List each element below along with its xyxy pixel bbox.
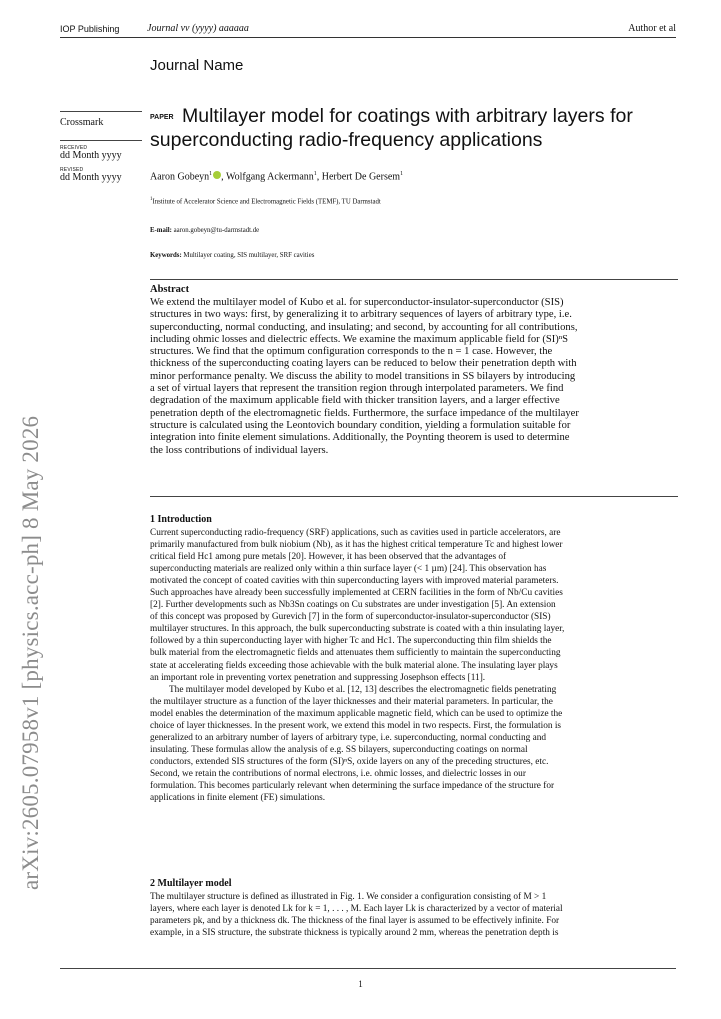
abstract-line: structure is calculated using the Leontovich boundary condition, yielding a formulation suitable for (150, 419, 571, 431)
paper-title (150, 104, 685, 152)
text-line: Second, we retain the contributions of normal electrons, i.e. ohmic losses, and dielectric losses in our (150, 768, 526, 779)
section-body (150, 891, 678, 939)
abstract-body (150, 297, 678, 457)
text-line: insulating. These formulas allow the analysis of e.g. SS bilayers, superconducting coatings on normal (150, 744, 528, 755)
abstract-line: a set of virtual layers that represent the transition region through interpolated parameters. We find (150, 383, 564, 395)
abstract-line: minor performance penalty. We discuss the ability to model transitions in SS bilayers by introducing (150, 370, 576, 382)
text-line: generalized to an arbitrary number of layers of arbitrary type, i.e. superconducting, normal conducting and (150, 732, 547, 743)
text-line: The multilayer structure is defined as illustrated in Fig. 1. We consider a configuration consisting of M > 1 (150, 892, 547, 902)
section-heading: 1 Introduction (150, 514, 212, 525)
text-line: example, in a SIS structure, the substrate thickness is typically around 2 mm, whereas the penetration depth is (150, 928, 559, 939)
affil-marker: 1 (313, 171, 317, 177)
text-line: choice of layer thicknesses. In the present work, we extend this model in two respects. First, the formulation is (150, 720, 562, 731)
orcid-icon[interactable] (213, 171, 221, 179)
title-line-2: superconducting radio-frequency applications (150, 129, 543, 151)
abstract-heading: Abstract (150, 284, 190, 295)
keywords-value: Multilayer coating, SIS multilayer, SRF cavities (183, 252, 315, 259)
revised-date: dd Month yyyy (60, 172, 122, 183)
margin-rule (60, 140, 142, 141)
crossmark-link[interactable]: Crossmark (60, 117, 104, 128)
email-address[interactable]: aaron.gobeyn@tu-darmstadt.de (173, 227, 260, 234)
abstract-rule-top (150, 279, 678, 280)
text-line: Such approaches have already been successfully implemented at CERN facilities in the form of Nb/Cu cavities (150, 588, 563, 599)
header-rule (60, 37, 676, 38)
abstract-line: thickness of the superconducting coating layers can be reduced to below their penetration depth with (150, 358, 577, 370)
abstract-line: degradation of the maximum applicable field with thicker transition layers, and a larger effective (150, 395, 560, 407)
section-heading: 2 Multilayer model (150, 878, 232, 889)
keywords-label: Keywords: (150, 252, 182, 259)
text-line: Current superconducting radio-frequency (SRF) applications, such as cavities used in particle accelerators, are (150, 528, 561, 538)
abstract-line: including ohmic losses and dielectric effects. We examine the maximum applicable field for (SI)ⁿS (150, 333, 569, 345)
affil-marker: 1 (400, 171, 404, 177)
email-line (150, 227, 259, 234)
text-line: state at accelerating fields exceeding those achievable with the bulk material alone. The insulating layer plays (150, 660, 558, 671)
keywords-line (150, 252, 314, 259)
text-line: formulation. This becomes particularly relevant when determining the surface impedance of the structure for (150, 780, 555, 791)
text-line: [2]. Further developments such as Nb3Sn coatings on Cu substrates are under investigation [5]. An extension (150, 600, 556, 611)
email-label: E-mail: (150, 227, 172, 234)
received-label: RECEIVED (60, 145, 88, 151)
text-line: primarily manufactured from bulk niobium (Nb), as it has the highest critical temperature Tc and highest lower (150, 540, 563, 551)
paper-type-tag: PAPER (150, 114, 174, 121)
abstract-line: penetration depth of the electromagnetic fields. Furthermore, the surface impedance of the multilayer (150, 407, 579, 419)
author-name: , Herbert De Gersem (316, 171, 401, 183)
margin-rule (60, 111, 142, 112)
affiliation-text: Institute of Accelerator Science and Electromagnetic Fields (TEMF), TU Darmstadt (152, 198, 381, 206)
publisher-name: IOP Publishing (60, 24, 120, 34)
author-name: , Wolfgang Ackermann (221, 171, 314, 183)
footer-rule (60, 968, 676, 969)
affiliation (150, 197, 381, 205)
abstract-line: superconducting, normal conducting, and insulating; and second, by accounting for all contributions, (150, 321, 578, 333)
text-line: multilayer structures. In this approach, the bulk superconducting substrate is coated with a thin insulating layer, (150, 624, 565, 635)
abstract-line: integration into finite element simulations. Additionally, the Poynting theorem is used to determine (150, 432, 570, 444)
affil-marker: 1 (209, 171, 213, 177)
text-line: followed by a thin superconducting layer with higher Tc and Hc1. The superconducting thin film shields the (150, 636, 552, 647)
revised-label: REVISED (60, 167, 84, 173)
text-line: applications in finite element (FE) simulations. (150, 793, 326, 804)
running-author: Author et al (628, 23, 676, 34)
text-line: of this concept was proposed by Gurevich [7] in the form of superconductor-insulator-superconductor (SIS) (150, 612, 551, 623)
section-body (150, 527, 678, 804)
text-line: parameters pk, and by a thickness dk. The thickness of the final layer is assumed to be effectively infinite. For (150, 916, 560, 927)
abstract-line: structures in two ways: first, by generalizing it to arbitrary sequences of layers of arbitrary type, i.e. (150, 309, 572, 321)
text-line: model enables the determination of the maximum applicable magnetic field, which can be used to optimize the (150, 708, 563, 719)
author-list (150, 171, 403, 182)
text-line: motivated the concept of coated cavities with thin superconducting layers with improved material parameters. (150, 576, 559, 587)
journal-citation: Journal vv (yyyy) aaaaaa (147, 23, 249, 34)
arxiv-identifier-stamp[interactable]: arXiv:2605.07958v1 [physics.acc-ph] 8 May 2026 (18, 415, 43, 890)
text-line: layers, where each layer is denoted Lk for k = 1, . . . , M. Each layer Lk is characterized by a vector of material (150, 904, 563, 915)
journal-name: Journal Name (150, 57, 244, 74)
received-date: dd Month yyyy (60, 150, 122, 161)
abstract-rule-bottom (150, 496, 678, 497)
author-name: Aaron Gobeyn (150, 171, 210, 183)
text-line: The multilayer model developed by Kubo et al. [12, 13] describes the electromagnetic fields penetrating (169, 684, 557, 695)
text-line: the multilayer structure as a function of the layer thicknesses and their material parameters. In particular, the (150, 696, 553, 707)
text-line: critical field Hc1 among pure metals [20]. However, it has been observed that the advantages of (150, 552, 507, 563)
text-line: conductors, extended SIS structures of the form (SI)ⁿS, oxide layers on any of the preceding structures, etc. (150, 756, 549, 767)
abstract-line: the loss contributions of individual layers. (150, 444, 329, 456)
abstract-line: We extend the multilayer model of Kubo et al. for superconductor-insulator-superconductor (SIS) (150, 297, 564, 308)
text-line: bulk material from the electromagnetic fields and attenuates them sufficiently to maintain the superconducting (150, 648, 561, 659)
affil-marker: 1 (150, 197, 153, 202)
title-line-1: Multilayer model for coatings with arbitrary layers for (182, 105, 633, 127)
abstract-line: structures. We find that the optimum configuration corresponds to the n = 1 case. However, the (150, 346, 553, 358)
text-line: superconducting materials are realized only within a thin surface layer (< 1 µm) [24]. This observation has (150, 564, 547, 575)
text-line: an important role in preventing vortex penetration and suppressing Josephson effects [11]. (150, 672, 486, 683)
page-number: 1 (358, 979, 363, 989)
